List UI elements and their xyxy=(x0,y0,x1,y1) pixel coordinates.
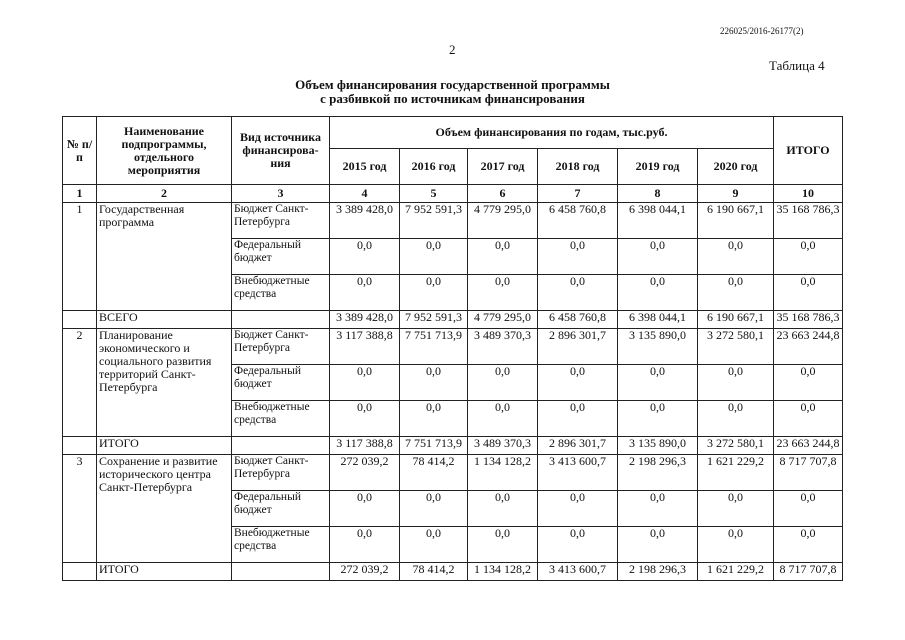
document-id: 226025/2016-26177(2) xyxy=(720,26,804,36)
total-value: 3 389 428,0 xyxy=(330,311,400,329)
empty-cell xyxy=(232,311,330,329)
year-value: 0,0 xyxy=(618,239,698,275)
row-total-value: 0,0 xyxy=(774,401,843,437)
year-value: 3 389 428,0 xyxy=(330,203,400,239)
total-value: 4 779 295,0 xyxy=(468,311,538,329)
table-row xyxy=(63,329,843,365)
year-value: 0,0 xyxy=(698,527,774,563)
column-number: 6 xyxy=(468,185,538,203)
total-row xyxy=(63,437,843,455)
column-number: 8 xyxy=(618,185,698,203)
year-value: 3 272 580,1 xyxy=(698,329,774,365)
year-value: 1 621 229,2 xyxy=(698,455,774,491)
year-value: 0,0 xyxy=(468,491,538,527)
year-value: 0,0 xyxy=(618,491,698,527)
row-total-value: 8 717 707,8 xyxy=(774,455,843,491)
column-number: 9 xyxy=(698,185,774,203)
year-value: 3 413 600,7 xyxy=(538,455,618,491)
total-value: 2 896 301,7 xyxy=(538,437,618,455)
funding-source: Бюджет Санкт-Петербурга xyxy=(232,203,330,239)
total-row xyxy=(63,563,843,581)
title-line-2: с разбивкой по источникам финансирования xyxy=(320,91,585,106)
year-value: 0,0 xyxy=(538,365,618,401)
header-year: 2016 год xyxy=(400,149,468,185)
year-value: 0,0 xyxy=(400,491,468,527)
year-value: 0,0 xyxy=(468,239,538,275)
empty-cell xyxy=(63,311,97,329)
total-label: ВСЕГО xyxy=(97,311,232,329)
table-body xyxy=(63,203,843,581)
total-label: ИТОГО xyxy=(97,563,232,581)
year-value: 0,0 xyxy=(400,401,468,437)
empty-cell xyxy=(232,437,330,455)
total-value: 3 135 890,0 xyxy=(618,437,698,455)
year-value: 0,0 xyxy=(400,527,468,563)
row-total-value: 0,0 xyxy=(774,239,843,275)
empty-cell xyxy=(232,563,330,581)
year-value: 0,0 xyxy=(538,491,618,527)
year-value: 0,0 xyxy=(330,239,400,275)
column-number: 4 xyxy=(330,185,400,203)
year-value: 0,0 xyxy=(698,365,774,401)
total-value: 1 134 128,2 xyxy=(468,563,538,581)
year-value: 0,0 xyxy=(538,275,618,311)
total-value: 3 117 388,8 xyxy=(330,437,400,455)
year-value: 0,0 xyxy=(698,275,774,311)
section-name: Сохранение и развитие исторического центра Санкт-Петербурга xyxy=(97,455,232,563)
header-year: 2017 год xyxy=(468,149,538,185)
row-total-value: 0,0 xyxy=(774,491,843,527)
column-number: 5 xyxy=(400,185,468,203)
total-value: 78 414,2 xyxy=(400,563,468,581)
row-total-value: 0,0 xyxy=(774,527,843,563)
header-volume: Объем финансирования по годам, тыс.руб. xyxy=(330,117,774,149)
header-source: Вид источника финансирова-ния xyxy=(232,117,330,185)
year-value: 0,0 xyxy=(538,239,618,275)
header-name: Наименование подпрограммы, отдельного мероприятия xyxy=(97,117,232,185)
total-value: 6 190 667,1 xyxy=(698,311,774,329)
empty-cell xyxy=(63,563,97,581)
year-value: 0,0 xyxy=(330,365,400,401)
empty-cell xyxy=(63,437,97,455)
funding-source: Внебюджетные средства xyxy=(232,275,330,311)
section-number: 3 xyxy=(63,455,97,563)
year-value: 0,0 xyxy=(538,401,618,437)
header-num: № п/п xyxy=(63,117,97,185)
year-value: 0,0 xyxy=(468,401,538,437)
year-value: 0,0 xyxy=(618,527,698,563)
year-value: 6 190 667,1 xyxy=(698,203,774,239)
year-value: 0,0 xyxy=(330,491,400,527)
row-total-value: 35 168 786,3 xyxy=(774,203,843,239)
funding-source: Федеральный бюджет xyxy=(232,491,330,527)
year-value: 0,0 xyxy=(618,365,698,401)
funding-source: Бюджет Санкт-Петербурга xyxy=(232,329,330,365)
total-value: 35 168 786,3 xyxy=(774,311,843,329)
section-number: 2 xyxy=(63,329,97,437)
year-value: 0,0 xyxy=(468,527,538,563)
total-value: 6 458 760,8 xyxy=(538,311,618,329)
year-value: 272 039,2 xyxy=(330,455,400,491)
year-value: 3 117 388,8 xyxy=(330,329,400,365)
row-total-value: 23 663 244,8 xyxy=(774,329,843,365)
year-value: 7 952 591,3 xyxy=(400,203,468,239)
column-number: 7 xyxy=(538,185,618,203)
header-year: 2019 год xyxy=(618,149,698,185)
table-title xyxy=(0,78,905,106)
year-value: 0,0 xyxy=(400,365,468,401)
header-total: ИТОГО xyxy=(774,117,843,185)
year-value: 0,0 xyxy=(400,239,468,275)
funding-source: Федеральный бюджет xyxy=(232,239,330,275)
year-value: 0,0 xyxy=(538,527,618,563)
total-value: 23 663 244,8 xyxy=(774,437,843,455)
total-value: 8 717 707,8 xyxy=(774,563,843,581)
year-value: 0,0 xyxy=(618,401,698,437)
row-total-value: 0,0 xyxy=(774,275,843,311)
year-value: 0,0 xyxy=(698,401,774,437)
total-value: 3 489 370,3 xyxy=(468,437,538,455)
column-number: 3 xyxy=(232,185,330,203)
total-value: 6 398 044,1 xyxy=(618,311,698,329)
year-value: 0,0 xyxy=(468,275,538,311)
year-value: 0,0 xyxy=(330,527,400,563)
section-name: Планирование экономического и социального развития территорий Санкт-Петербурга xyxy=(97,329,232,437)
year-value: 2 896 301,7 xyxy=(538,329,618,365)
total-value: 7 952 591,3 xyxy=(400,311,468,329)
total-value: 1 621 229,2 xyxy=(698,563,774,581)
year-value: 2 198 296,3 xyxy=(618,455,698,491)
total-value: 272 039,2 xyxy=(330,563,400,581)
total-label: ИТОГО xyxy=(97,437,232,455)
page-number: 2 xyxy=(449,42,456,57)
column-number: 10 xyxy=(774,185,843,203)
header-year: 2015 год xyxy=(330,149,400,185)
total-value: 7 751 713,9 xyxy=(400,437,468,455)
funding-source: Внебюджетные средства xyxy=(232,527,330,563)
year-value: 0,0 xyxy=(330,401,400,437)
financing-table xyxy=(62,116,843,581)
funding-source: Федеральный бюджет xyxy=(232,365,330,401)
year-value: 0,0 xyxy=(400,275,468,311)
table-row xyxy=(63,203,843,239)
year-value: 6 398 044,1 xyxy=(618,203,698,239)
year-value: 0,0 xyxy=(698,239,774,275)
funding-source: Бюджет Санкт-Петербурга xyxy=(232,455,330,491)
section-number: 1 xyxy=(63,203,97,311)
year-value: 1 134 128,2 xyxy=(468,455,538,491)
year-value: 0,0 xyxy=(330,275,400,311)
title-line-1: Объем финансирования государственной программы xyxy=(295,77,610,92)
table-header xyxy=(63,117,843,203)
year-value: 3 135 890,0 xyxy=(618,329,698,365)
header-year: 2018 год xyxy=(538,149,618,185)
year-value: 4 779 295,0 xyxy=(468,203,538,239)
column-number: 1 xyxy=(63,185,97,203)
table-row xyxy=(63,455,843,491)
header-year: 2020 год xyxy=(698,149,774,185)
total-row xyxy=(63,311,843,329)
year-value: 78 414,2 xyxy=(400,455,468,491)
year-value: 7 751 713,9 xyxy=(400,329,468,365)
row-total-value: 0,0 xyxy=(774,365,843,401)
column-number: 2 xyxy=(97,185,232,203)
year-value: 0,0 xyxy=(468,365,538,401)
year-value: 3 489 370,3 xyxy=(468,329,538,365)
total-value: 3 413 600,7 xyxy=(538,563,618,581)
year-value: 0,0 xyxy=(618,275,698,311)
total-value: 2 198 296,3 xyxy=(618,563,698,581)
funding-source: Внебюджетные средства xyxy=(232,401,330,437)
total-value: 3 272 580,1 xyxy=(698,437,774,455)
year-value: 0,0 xyxy=(698,491,774,527)
section-name: Государственная программа xyxy=(97,203,232,311)
table-label: Таблица 4 xyxy=(769,58,825,73)
year-value: 6 458 760,8 xyxy=(538,203,618,239)
